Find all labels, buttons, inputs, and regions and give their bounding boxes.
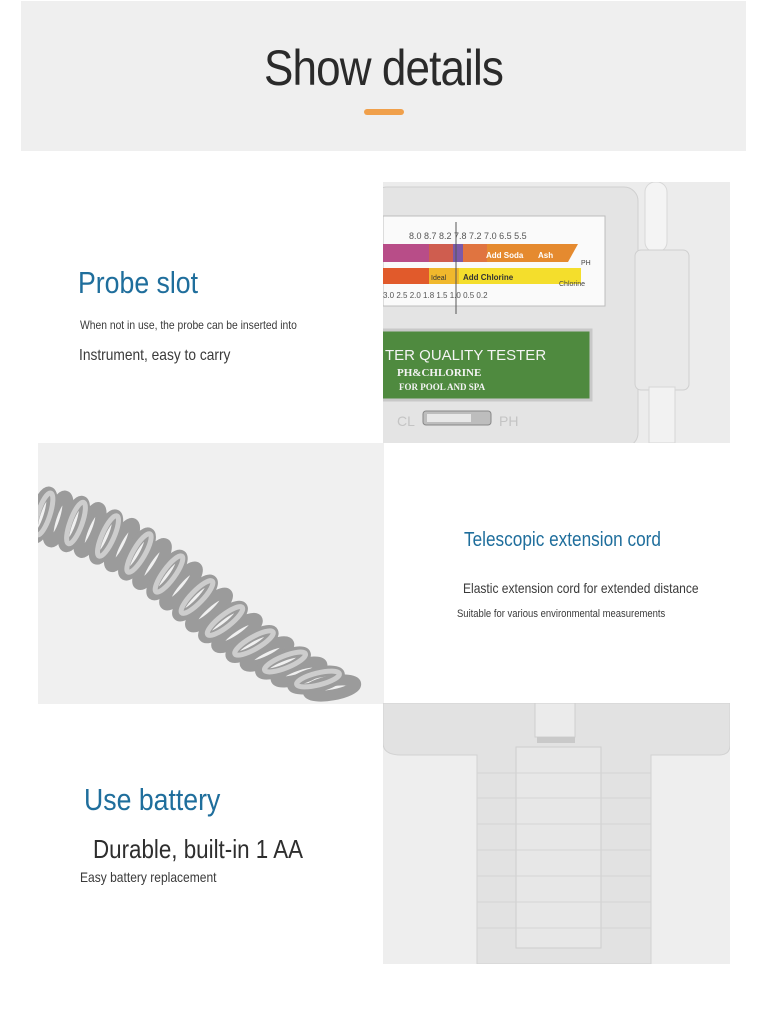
- ph-scale-label: 8.0 8.7 8.2 7.8 7.2 7.0 6.5 5.5: [409, 231, 527, 241]
- battery-line-1: Durable, built-in 1 AA: [93, 834, 304, 864]
- switch-cl-label: CL: [397, 413, 415, 429]
- tester-front-illustration: [383, 182, 730, 443]
- extension-cord-line-1: Elastic extension cord for extended distance: [463, 580, 699, 596]
- ideal-label: Ideal: [431, 275, 447, 282]
- probe-slot-text-panel: [0, 181, 384, 443]
- probe-slot-title: Probe slot: [78, 265, 199, 300]
- ash-label: Ash: [538, 251, 554, 260]
- extension-cord-line-2: Suitable for various environmental measurements: [457, 608, 666, 620]
- switch-ph-label: PH: [499, 413, 519, 429]
- page-title: Show details: [264, 40, 503, 96]
- probe-slot-image: [383, 182, 730, 443]
- extension-cord-title: Telescopic extension cord: [464, 529, 661, 551]
- battery-cover-image: [383, 703, 730, 964]
- coiled-cord-image: [38, 443, 384, 704]
- probe-slot-line-1: When not in use, the probe can be inserted into: [80, 318, 297, 332]
- probe-slot-line-2: Instrument, easy to carry: [79, 347, 231, 364]
- battery-text-panel: [0, 704, 384, 964]
- tester-label-line-2: PH&CHLORINE: [397, 367, 482, 379]
- title-accent-bar: [364, 109, 404, 115]
- battery-title: Use battery: [84, 782, 221, 817]
- ph-label: PH: [581, 260, 591, 267]
- add-chlorine-label: Add Chlorine: [463, 273, 514, 282]
- extension-cord-text-panel: [384, 443, 768, 704]
- section-header: [21, 1, 746, 151]
- coiled-cord-illustration: [38, 443, 384, 704]
- tester-label-line-3: FOR POOL AND SPA: [399, 382, 486, 392]
- chlorine-label: Chlorine: [559, 281, 586, 288]
- tester-label-line-1: TER QUALITY TESTER: [385, 347, 547, 364]
- battery-line-2: Easy battery replacement: [80, 869, 217, 885]
- add-soda-label: Add Soda: [486, 251, 524, 260]
- battery-cover-illustration: [383, 703, 730, 964]
- chlorine-scale-label: 3.0 2.5 2.0 1.8 1.5 1.0 0.5 0.2: [383, 291, 488, 300]
